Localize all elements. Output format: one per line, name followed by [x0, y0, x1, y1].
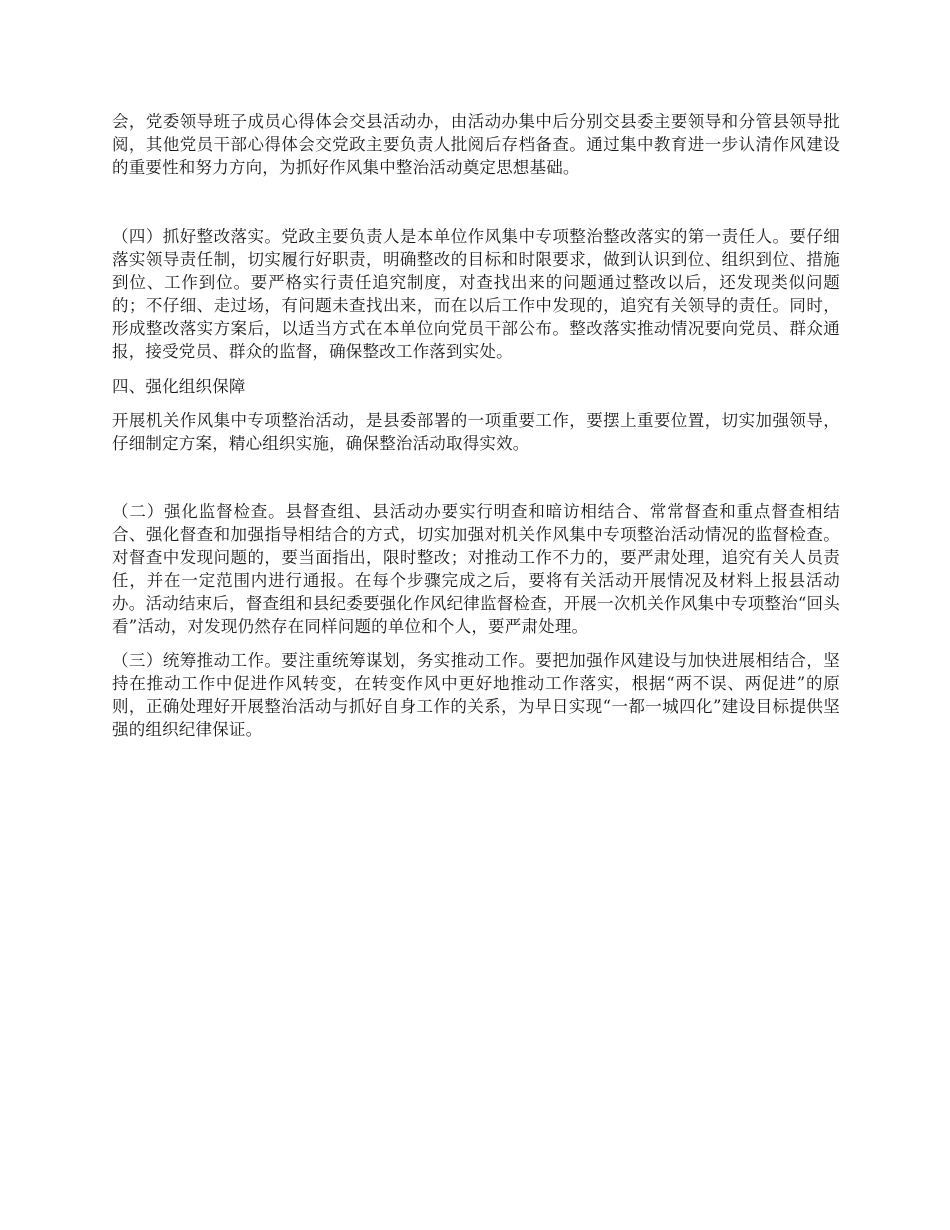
paragraph-organization-intro: 开展机关作风集中专项整治活动，是县委部署的一项重要工作，要摆上重要位置，切实加强领导，仔细制定方案，精心组织实施，确保整治活动取得实效。	[112, 411, 840, 453]
section-heading-organization: 四、强化组织保障	[112, 377, 246, 396]
paragraph-supervision: （二）强化监督检查。县督查组、县活动办要实行明查和暗访相结合、常常督查和重点督查相结合、强化督查和加强指导相结合的方式，切实加强对机关作风集中专项整治活动情况的监督检查。对督查中发现问题的，要当面指出，限时整改；对推动工作不力的，要严肃处理，追究有关人员责任，并在一定范围内进行通报。在每个步骤完成之后，要将有关活动开展情况及材料上报县活动办。活动结束后，督查组和县纪委要强化作风纪律监督检查，开展一次机关作风集中专项整治“回头看”活动，对发现仍然存在同样问题的单位和个人，要严肃处理。	[112, 502, 840, 636]
paragraph-rectification: （四）抓好整改落实。党政主要负责人是本单位作风集中专项整治整改落实的第一责任人。要仔细落实领导责任制，切实履行好职责，明确整改的目标和时限要求，做到认识到位、组织到位、措施到位、工作到位。要严格实行责任追究制度，对查找出来的问题通过整改以后，还发现类似问题的；不仔细、走过场，有问题未查找出来，而在以后工作中发现的，追究有关领导的责任。同时，形成整改落实方案后，以适当方式在本单位向党员干部公布。整改落实推动情况要向党员、群众通报，接受党员、群众的监督，确保整改工作落到实处。	[112, 227, 840, 361]
paragraph-study-reports: 会，党委领导班子成员心得体会交县活动办，由活动办集中后分别交县委主要领导和分管县领导批阅，其他党员干部心得体会交党政主要负责人批阅后存档备查。通过集中教育进一步认清作风建设的重要性和努力方向，为抓好作风集中整治活动奠定思想基础。	[112, 112, 840, 177]
document-body	[112, 110, 840, 741]
paragraph-coordination: （三）统筹推动工作。要注重统筹谋划，务实推动工作。要把加强作风建设与加快进展相结合，坚持在推动工作中促进作风转变，在转变作风中更好地推动工作落实，根据“两不误、两促进”的原则，正确处理好开展整治活动与抓好自身工作的关系，为早日实现“一都一城四化”建设目标提供坚强的组织纪律保证。	[112, 651, 840, 739]
